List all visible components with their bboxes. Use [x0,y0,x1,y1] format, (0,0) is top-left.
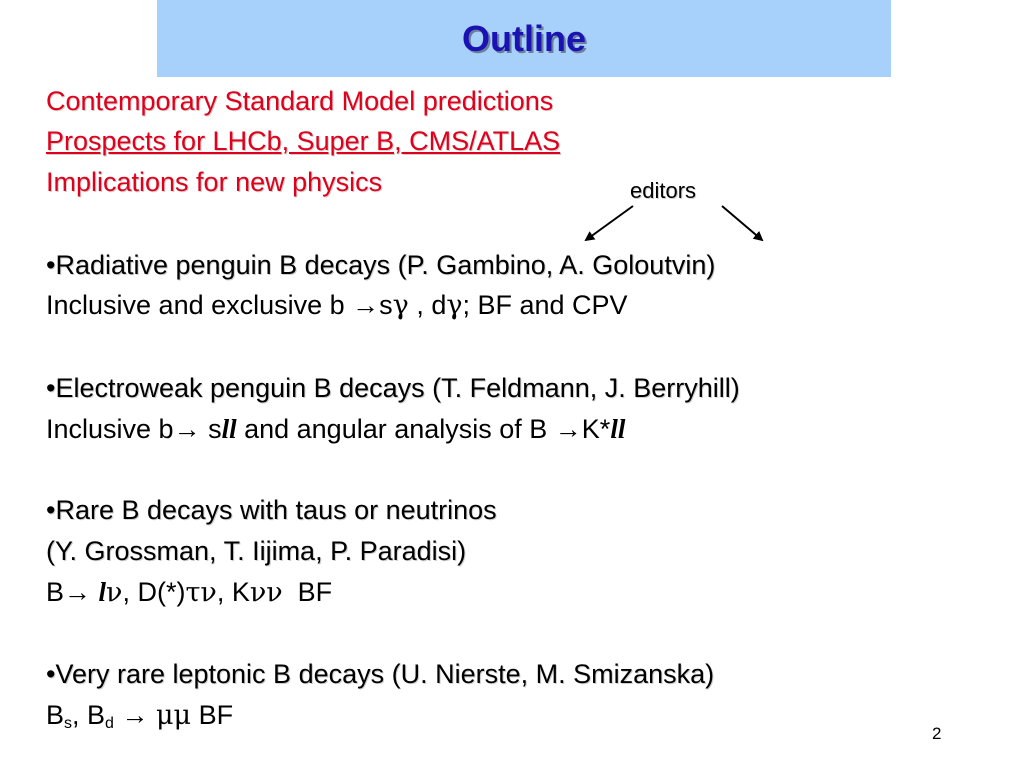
slide-title: Outline [462,18,586,59]
intro-line-implications: Implications for new physics [46,167,383,197]
intro-line-predictions: Contemporary Standard Model predictions [46,86,554,116]
detail-text: Inclusive b→ s [46,414,222,444]
detail-text: , D(*) [122,577,186,607]
nu-nu-symbol: νν [249,577,283,608]
detail-text: BF [282,577,333,607]
page-number: 2 [932,724,942,743]
section-radiative-heading [46,250,715,281]
section-radiative-detail [46,290,628,321]
gamma-symbol: γ [446,290,463,321]
detail-text: , d [408,290,447,320]
tau-nu-symbol: τν [185,577,217,608]
section-rare-heading [46,495,497,526]
heading-text: Very rare leptonic B decays (U. Nierste, M. Smizanska) [55,659,715,689]
detail-text: → [113,700,156,730]
section-rare-detail [46,577,332,608]
lepton-pair: ll [221,414,237,444]
nu-symbol: ν [106,577,123,608]
detail-text: ; BF and CPV [462,290,628,320]
bullet: • [46,659,56,689]
left-arrow [586,206,633,240]
heading-text: Radiative penguin B decays (P. Gambino, A. Goloutvin) [55,250,716,280]
section-electroweak-detail [46,414,625,445]
editors-label: editors [630,178,697,203]
heading-text: Electroweak penguin B decays (T. Feldmann, J. Berryhill) [55,373,740,403]
mu-mu-symbol: μμ [155,700,192,731]
detail-text: B→ [46,577,99,607]
intro-line-prospects: Prospects for LHCb, Super B, CMS/ATLAS [46,126,561,156]
section-rare-authors: (Y. Grossman, T. Iijima, P. Paradisi) [46,536,467,566]
section-electroweak-heading [46,373,740,404]
detail-text: B [46,700,65,730]
section-leptonic-detail [46,700,233,733]
right-arrow [722,206,762,240]
heading-text: Rare B decays with taus or neutrinos [55,495,497,525]
subscript-s: s [64,715,73,732]
subscript-d: d [105,715,114,732]
lepton-pair: ll [610,414,626,444]
bullet: • [46,495,56,525]
detail-text: BF [191,700,234,730]
section-leptonic-heading [46,659,714,690]
detail-text: , B [72,700,106,730]
bullet: • [46,250,56,280]
bullet: • [46,373,56,403]
detail-text: , K [216,577,250,607]
gamma-symbol: γ [392,290,409,321]
lepton-symbol: l [98,577,107,607]
detail-text: Inclusive and exclusive b →s [46,290,393,320]
detail-text: and angular analysis of B →K* [236,414,611,444]
